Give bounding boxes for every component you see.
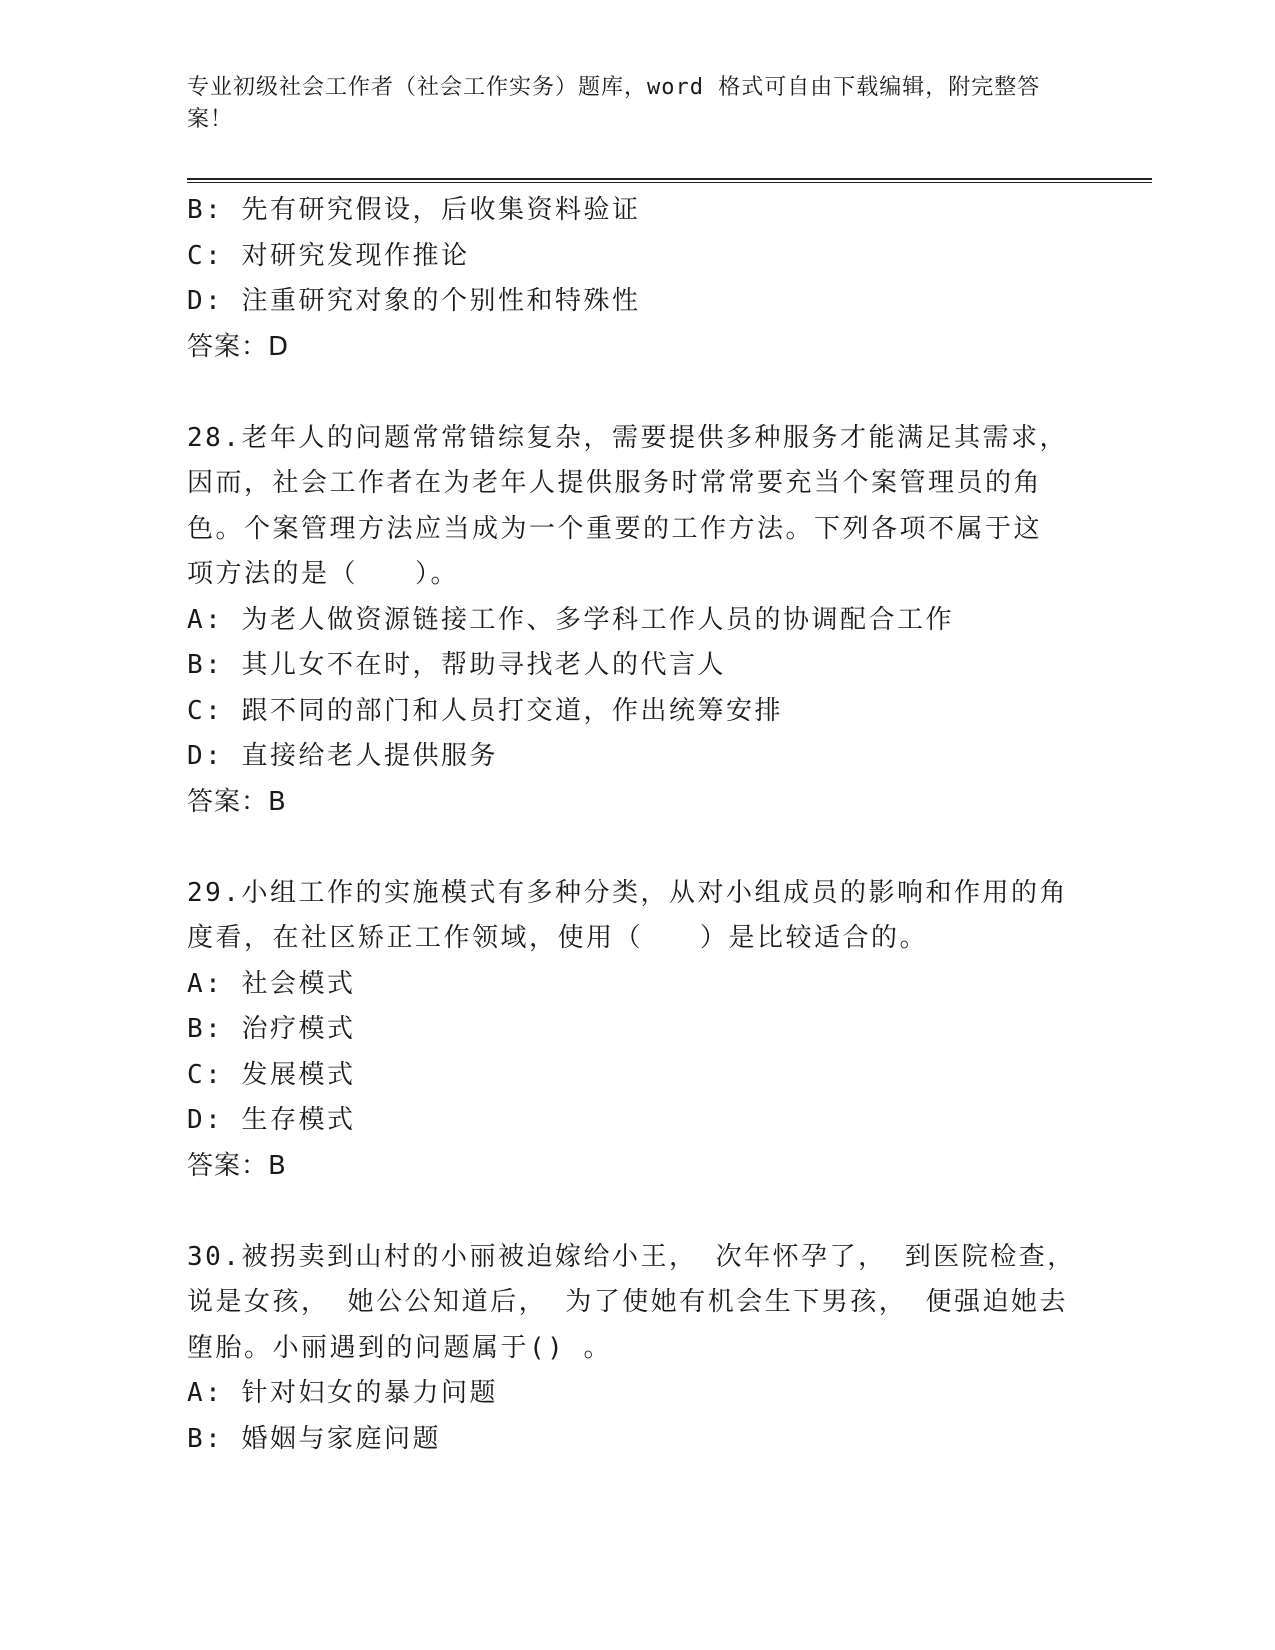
option-d: D: 生存模式 xyxy=(187,1105,356,1135)
option-c: C: 对研究发现作推论 xyxy=(187,240,470,271)
option-d: D: 直接给老人提供服务 xyxy=(187,741,498,771)
option-b: B: 其儿女不在时，帮助寻找老人的代言人 xyxy=(187,650,726,680)
option-d: D: 注重研究对象的个别性和特殊性 xyxy=(187,286,641,316)
option-b: B: 婚姻与家庭问题 xyxy=(187,1423,441,1454)
answer-line: 答案：B xyxy=(187,786,287,817)
question-block xyxy=(187,1235,1087,1463)
question-stem-line: 30.被拐卖到山村的小丽被迫嫁给小王， 次年怀孕了， 到医院检查， xyxy=(187,1241,1076,1272)
question-stem-line: 项方法的是（ ）。 xyxy=(187,559,460,589)
spacer xyxy=(187,1189,1087,1235)
option-c: C: 发展模式 xyxy=(187,1059,356,1090)
question-block xyxy=(187,416,1087,826)
option-b: B: 先有研究假设，后收集资料验证 xyxy=(187,195,641,225)
question-stem-line: 说是女孩， 她公公知道后， 为了使她有机会生下男孩， 便强迫她去 xyxy=(187,1287,1068,1317)
question-list xyxy=(187,188,1087,1462)
question-stem-line: 29.小组工作的实施模式有多种分类，从对小组成员的影响和作用的角 xyxy=(187,877,1068,908)
spacer xyxy=(187,370,1087,416)
question-stem-line: 度看，在社区矫正工作领域，使用（ ）是比较适合的。 xyxy=(187,923,929,953)
page-header: 专业初级社会工作者（社会工作实务）题库，word 格式可自由下载编辑，附完整答案！ xyxy=(187,75,1041,132)
question-stem-line: 因而，社会工作者在为老年人提供服务时常常要充当个案管理员的角 xyxy=(187,468,1043,498)
option-a: A: 社会模式 xyxy=(187,968,356,999)
option-a: A: 为老人做资源链接工作、多学科工作人员的协调配合工作 xyxy=(187,604,954,635)
option-b: B: 治疗模式 xyxy=(187,1014,356,1044)
question-block xyxy=(187,188,1087,370)
answer-line: 答案：D xyxy=(187,331,290,362)
option-a: A: 针对妇女的暴力问题 xyxy=(187,1378,498,1408)
question-stem-line: 28.老年人的问题常常错综复杂，需要提供多种服务才能满足其需求， xyxy=(187,422,1068,453)
option-c: C: 跟不同的部门和人员打交道，作出统筹安排 xyxy=(187,695,783,726)
question-block xyxy=(187,871,1087,1190)
question-stem-line: 堕胎。小丽遇到的问题属于() 。 xyxy=(187,1332,612,1363)
answer-line: 答案：B xyxy=(187,1150,287,1181)
question-stem-line: 色。个案管理方法应当成为一个重要的工作方法。下列各项不属于这 xyxy=(187,513,1043,544)
spacer xyxy=(187,825,1087,871)
header-divider xyxy=(187,178,1152,183)
